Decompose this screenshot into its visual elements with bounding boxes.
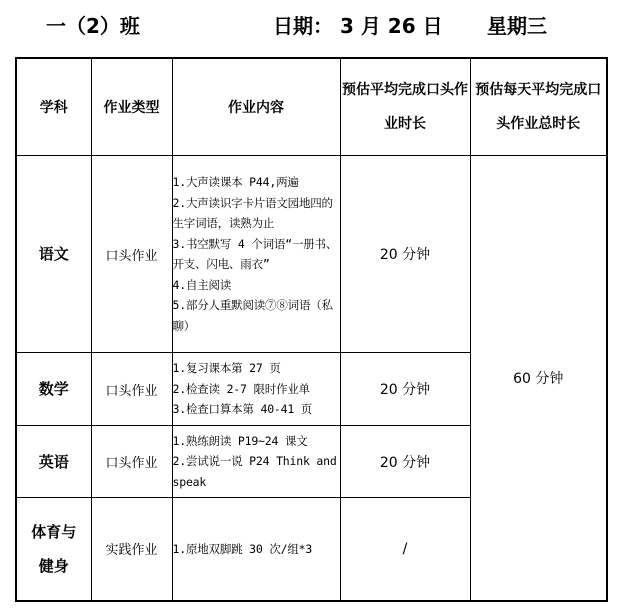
content-cell [172,353,340,426]
date-label: 日期： 3 月 26 日 [273,14,443,38]
duration-cell: 20 分钟 [340,353,470,426]
content-cell [172,156,340,353]
content-line: 2.大声读识字卡片语文园地四的生字词语，读熟为止 [172,195,333,230]
content-line: 2.检查读 2-7 限时作业单 [172,381,310,396]
type-cell: 实践作业 [91,498,172,601]
content-line: 3.检查口算本第 40-41 页 [172,402,313,417]
duration-cell: 20 分钟 [340,156,470,353]
type-cell: 口头作业 [91,156,172,353]
type-cell: 口头作业 [91,426,172,498]
class-name: 一（2）班 [46,14,140,38]
page-header [0,10,622,40]
column-header-subject: 学科 [16,58,91,156]
column-header-total: 预估每天平均完成口头作业总时长 [470,58,607,156]
weekday-label: 星期三 [487,14,547,38]
type-cell: 口头作业 [91,353,172,426]
content-line: 5.部分人重默阅读⑦⑧词语（私聊） [172,298,333,333]
content-line: 1.大声读课本 P44,两遍 [172,175,299,189]
column-header-duration: 预估平均完成口头作业时长 [340,58,470,156]
content-cell [172,498,340,601]
column-header-content: 作业内容 [172,58,340,156]
duration-cell: / [340,498,470,601]
column-header-type: 作业类型 [91,58,172,156]
content-line: 1.原地双脚跳 30 次/组*3 [172,541,313,556]
total-duration-cell: 60 分钟 [470,156,607,601]
table-row [16,156,607,353]
table-header-row [16,58,607,156]
subject-cell: 语文 [16,156,91,353]
content-line: 1.复习课本第 27 页 [172,361,281,376]
duration-cell: 20 分钟 [340,426,470,498]
content-cell [172,426,340,498]
subject-cell: 英语 [16,426,91,498]
content-line: 4.自主阅读 [172,277,232,292]
subject-cell: 数学 [16,353,91,426]
content-line: 1.熟练朗读 P19~24 课文 [172,433,308,448]
content-line: 3.书空默写 4 个词语“一册书、开支、闪电、雨衣” [172,236,338,271]
homework-table [15,57,608,602]
subject-cell: 体育与健身 [16,498,91,601]
content-line: 2.尝试说一说 P24 Think and speak [172,454,337,489]
